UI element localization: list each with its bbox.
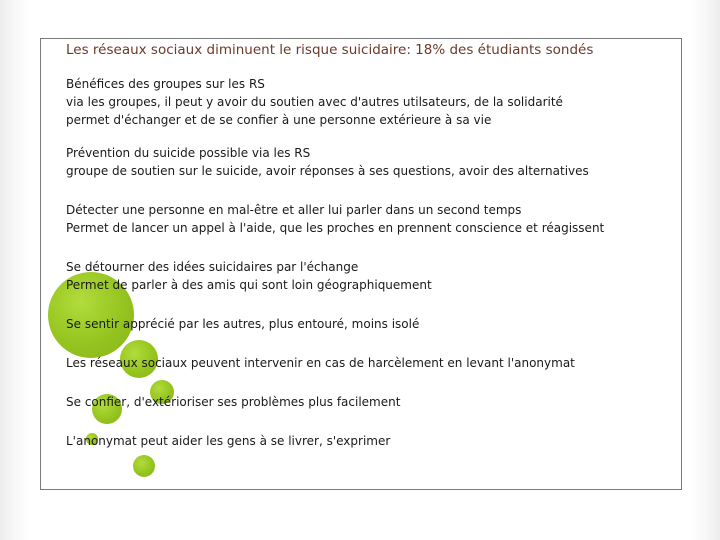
text-line: Détecter une personne en mal-être et aller lui parler dans un second temps <box>66 203 522 217</box>
section-prevention <box>66 144 666 180</box>
section-detourner <box>66 258 666 294</box>
slide-content <box>66 40 666 450</box>
text-line: Permet de parler à des amis qui sont loin géographiquement <box>66 278 432 292</box>
section-harcelement <box>66 354 666 372</box>
text-line: Les réseaux sociaux peuvent intervenir en cas de harcèlement en levant l'anonymat <box>66 356 575 370</box>
section-anonymat <box>66 432 666 450</box>
text-line: Permet de lancer un appel à l'aide, que les proches en prennent conscience et réagissent <box>66 221 605 235</box>
text-line: Se détourner des idées suicidaires par l'échange <box>66 260 359 274</box>
section-apprecie <box>66 315 666 333</box>
section-confier <box>66 393 666 411</box>
section-detecter <box>66 201 666 237</box>
text-line: via les groupes, il peut y avoir du soutien avec d'autres utilsateurs, de la solidarité <box>66 95 563 109</box>
text-line: Bénéfices des groupes sur les RS <box>66 77 265 91</box>
text-line: L'anonymat peut aider les gens à se livrer, s'exprimer <box>66 434 391 448</box>
decorative-circle-small-2 <box>133 455 155 477</box>
text-line: Se sentir apprécié par les autres, plus entouré, moins isolé <box>66 317 420 331</box>
text-line: Prévention du suicide possible via les RS <box>66 146 311 160</box>
slide-title: Les réseaux sociaux diminuent le risque suicidaire: 18% des étudiants sondés <box>66 42 594 58</box>
text-line: groupe de soutien sur le suicide, avoir réponses à ses questions, avoir des alternatives <box>66 164 589 178</box>
text-line: Se confier, d'extérioriser ses problèmes plus facilement <box>66 395 401 409</box>
section-benefices <box>66 75 666 129</box>
text-line: permet d'échanger et de se confier à une personne extérieure à sa vie <box>66 113 492 127</box>
